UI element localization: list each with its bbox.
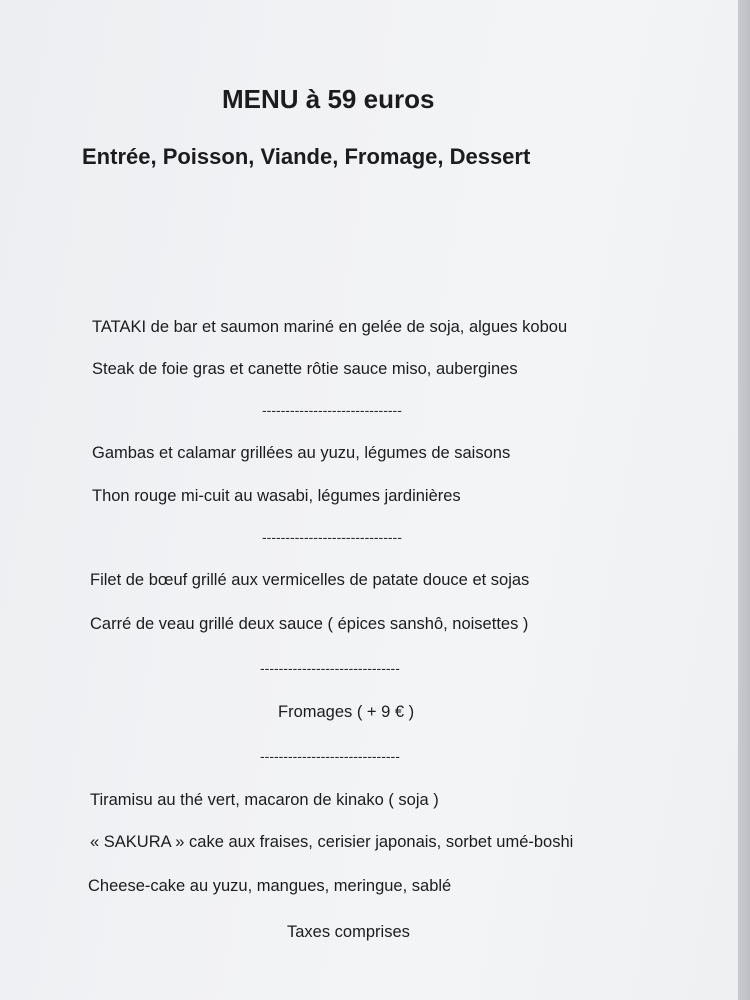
- separator-1: ------------------------------: [262, 402, 402, 418]
- separator-4: ------------------------------: [260, 748, 400, 764]
- menu-title: MENU à 59 euros: [222, 84, 435, 114]
- dessert-item-3: Cheese-cake au yuzu, mangues, meringue, sablé: [88, 877, 452, 895]
- page-edge: [738, 0, 750, 1000]
- viande-item-1: Filet de bœuf grillé aux vermicelles de patate douce et sojas: [90, 571, 530, 589]
- separator-2: ------------------------------: [262, 529, 402, 545]
- fromages-item: Fromages ( + 9 € ): [278, 703, 415, 721]
- entree-item-1: TATAKI de bar et saumon mariné en gelée de soja, algues kobou: [92, 318, 568, 336]
- dessert-item-2: « SAKURA » cake aux fraises, cerisier japonais, sorbet umé-boshi: [90, 833, 574, 851]
- viande-item-2: Carré de veau grillé deux sauce ( épices sanshô, noisettes ): [90, 615, 529, 633]
- dessert-item-1: Tiramisu au thé vert, macaron de kinako ( soja ): [90, 791, 439, 809]
- entree-item-2: Steak de foie gras et canette rôtie sauce miso, aubergines: [92, 360, 518, 378]
- poisson-item-2: Thon rouge mi-cuit au wasabi, légumes jardinières: [92, 487, 461, 505]
- footer-taxes: Taxes comprises: [287, 923, 410, 941]
- menu-subtitle: Entrée, Poisson, Viande, Fromage, Dessert: [82, 144, 531, 169]
- poisson-item-1: Gambas et calamar grillées au yuzu, légumes de saisons: [92, 444, 511, 462]
- separator-3: ------------------------------: [260, 660, 400, 676]
